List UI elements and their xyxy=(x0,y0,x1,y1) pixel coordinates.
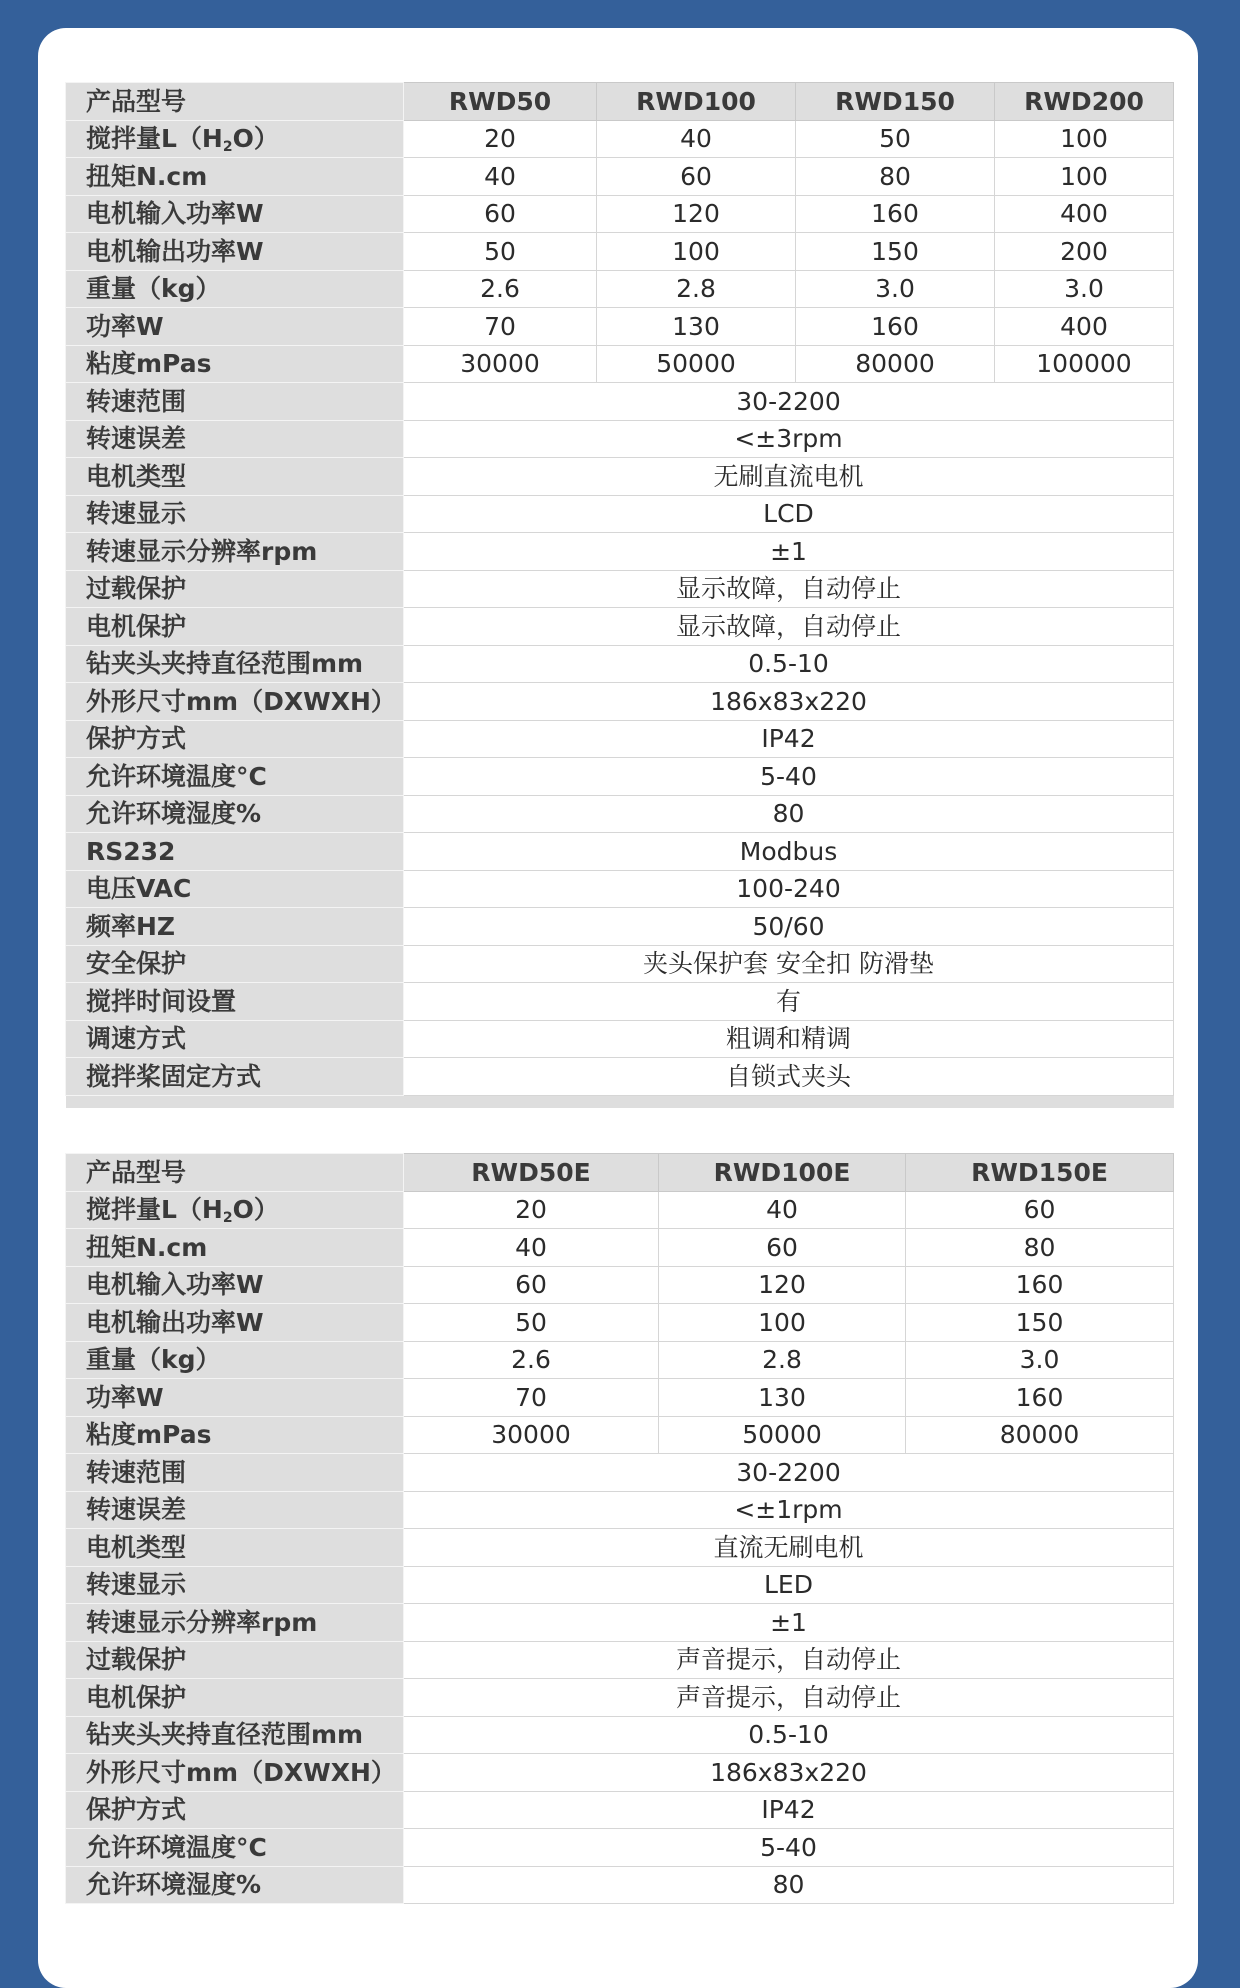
row-label: 电机类型 xyxy=(66,1529,404,1567)
table-row xyxy=(66,458,1174,496)
table-row xyxy=(66,308,1174,346)
row-label: 转速误差 xyxy=(66,1491,404,1529)
table-row xyxy=(66,1416,1174,1454)
cell-value-shared: ±1 xyxy=(404,533,1174,571)
table-row xyxy=(66,1379,1174,1417)
cell-value-shared: 显示故障，自动停止 xyxy=(404,608,1174,646)
cell-value-shared: 100-240 xyxy=(404,870,1174,908)
cell-value-shared: 30-2200 xyxy=(404,383,1174,421)
row-label-part: O） xyxy=(232,124,279,154)
cell-value: 400 xyxy=(995,308,1174,346)
cell-value: 60 xyxy=(906,1191,1174,1229)
row-label: 转速误差 xyxy=(66,420,404,458)
row-label: 功率W xyxy=(66,1379,404,1417)
table-row xyxy=(66,683,1174,721)
row-label: 过载保护 xyxy=(66,1641,404,1679)
cell-value-shared: 显示故障，自动停止 xyxy=(404,570,1174,608)
cell-value-shared: 80 xyxy=(404,795,1174,833)
row-label: 电机输入功率W xyxy=(66,195,404,233)
header-row xyxy=(66,1154,1174,1192)
table-row xyxy=(66,608,1174,646)
cell-value: 50 xyxy=(404,1304,659,1342)
cell-value: 50 xyxy=(404,233,597,271)
cell-value: 3.0 xyxy=(995,270,1174,308)
model-name: RWD50E xyxy=(404,1154,659,1192)
row-label: 转速显示分辨率rpm xyxy=(66,533,404,571)
table-row xyxy=(66,233,1174,271)
row-label: 转速显示 xyxy=(66,495,404,533)
model-name: RWD100 xyxy=(597,83,796,121)
cell-value: 40 xyxy=(404,158,597,196)
table-row xyxy=(66,1829,1174,1867)
row-label: 电机输出功率W xyxy=(66,233,404,271)
header-label: 产品型号 xyxy=(66,83,404,121)
cell-value: 2.8 xyxy=(659,1341,906,1379)
cell-value-shared: 直流无刷电机 xyxy=(404,1529,1174,1567)
header-label: 产品型号 xyxy=(66,1154,404,1192)
cell-value-shared: LED xyxy=(404,1566,1174,1604)
model-name: RWD100E xyxy=(659,1154,906,1192)
row-label: 扭矩N.cm xyxy=(66,1229,404,1267)
row-label-part: 搅拌量L（H xyxy=(86,124,223,154)
row-label: 安全保护 xyxy=(66,945,404,983)
table-row xyxy=(66,1266,1174,1304)
table-row xyxy=(66,533,1174,571)
cell-value-shared: 186x83x220 xyxy=(404,1754,1174,1792)
model-name: RWD150 xyxy=(796,83,995,121)
cell-value: 2.6 xyxy=(404,1341,659,1379)
table-row xyxy=(66,1866,1174,1904)
cell-value-shared: 50/60 xyxy=(404,908,1174,946)
cell-value: 80000 xyxy=(906,1416,1174,1454)
cell-value: 80 xyxy=(796,158,995,196)
cell-value: 50000 xyxy=(597,345,796,383)
cell-value: 80 xyxy=(906,1229,1174,1267)
spec-table-rwd-e xyxy=(65,1153,1174,1904)
cell-value: 160 xyxy=(906,1379,1174,1417)
row-label-part: 搅拌量L（H xyxy=(86,1195,223,1225)
row-label: 粘度mPas xyxy=(66,1416,404,1454)
cell-value: 40 xyxy=(659,1191,906,1229)
table-row xyxy=(66,195,1174,233)
cell-value: 50000 xyxy=(659,1416,906,1454)
cell-value-shared: 0.5-10 xyxy=(404,645,1174,683)
cell-value: 100 xyxy=(597,233,796,271)
row-label: 转速范围 xyxy=(66,1454,404,1492)
table-row xyxy=(66,420,1174,458)
row-label: 允许环境温度°C xyxy=(66,758,404,796)
table-row xyxy=(66,570,1174,608)
table-row xyxy=(66,945,1174,983)
cell-value-shared: 无刷直流电机 xyxy=(404,458,1174,496)
cell-value: 160 xyxy=(906,1266,1174,1304)
table-row xyxy=(66,1566,1174,1604)
row-label: 转速范围 xyxy=(66,383,404,421)
cell-value: 60 xyxy=(597,158,796,196)
row-label: 电机输入功率W xyxy=(66,1266,404,1304)
table-row xyxy=(66,795,1174,833)
row-label: 搅拌桨固定方式 xyxy=(66,1058,404,1096)
cell-value: 50 xyxy=(796,120,995,158)
cell-value-shared: 80 xyxy=(404,1866,1174,1904)
table-row xyxy=(66,120,1174,158)
table-row xyxy=(66,158,1174,196)
cell-value-shared: 5-40 xyxy=(404,758,1174,796)
cell-value: 80000 xyxy=(796,345,995,383)
cell-value-shared: Modbus xyxy=(404,833,1174,871)
cell-value-shared: 声音提示，自动停止 xyxy=(404,1679,1174,1717)
cell-value: 400 xyxy=(995,195,1174,233)
cell-value: 20 xyxy=(404,120,597,158)
cell-value-shared: 夹头保护套 安全扣 防滑垫 xyxy=(404,945,1174,983)
cell-value: 70 xyxy=(404,1379,659,1417)
table-row xyxy=(66,720,1174,758)
cell-value-shared: IP42 xyxy=(404,1791,1174,1829)
row-label: 电机输出功率W xyxy=(66,1304,404,1342)
cell-value: 100 xyxy=(659,1304,906,1342)
table-row xyxy=(66,1304,1174,1342)
cell-value: 200 xyxy=(995,233,1174,271)
table-row xyxy=(66,270,1174,308)
row-label: 外形尺寸mm（DXWXH） xyxy=(66,683,404,721)
table-row xyxy=(66,1754,1174,1792)
row-label: 重量（kg） xyxy=(66,1341,404,1379)
row-label: 功率W xyxy=(66,308,404,346)
cell-value: 2.6 xyxy=(404,270,597,308)
row-label: 保护方式 xyxy=(66,720,404,758)
row-label: RS232 xyxy=(66,833,404,871)
row-label xyxy=(66,1191,404,1229)
cell-value: 40 xyxy=(404,1229,659,1267)
cell-value: 60 xyxy=(659,1229,906,1267)
cell-value: 100 xyxy=(995,120,1174,158)
table-footer-strip xyxy=(66,1095,1174,1108)
row-label xyxy=(66,120,404,158)
table-tail xyxy=(66,1095,1174,1108)
cell-value: 100 xyxy=(995,158,1174,196)
row-label: 搅拌时间设置 xyxy=(66,983,404,1021)
cell-value: 60 xyxy=(404,195,597,233)
row-label: 电机保护 xyxy=(66,1679,404,1717)
table-row xyxy=(66,383,1174,421)
row-label: 允许环境湿度% xyxy=(66,795,404,833)
table-row xyxy=(66,983,1174,1021)
cell-value: 150 xyxy=(796,233,995,271)
table-row xyxy=(66,870,1174,908)
spec-table-rwd xyxy=(65,82,1174,1108)
cell-value-shared: 有 xyxy=(404,983,1174,1021)
cell-value: 3.0 xyxy=(906,1341,1174,1379)
row-label-part: 2 xyxy=(222,139,233,156)
cell-value: 60 xyxy=(404,1266,659,1304)
table-row xyxy=(66,1491,1174,1529)
cell-value-shared: <±3rpm xyxy=(404,420,1174,458)
table-row xyxy=(66,1229,1174,1267)
row-label: 调速方式 xyxy=(66,1020,404,1058)
cell-value-shared: <±1rpm xyxy=(404,1491,1174,1529)
row-label-part: 2 xyxy=(222,1210,233,1227)
cell-value: 20 xyxy=(404,1191,659,1229)
cell-value-shared: 0.5-10 xyxy=(404,1716,1174,1754)
cell-value: 30000 xyxy=(404,345,597,383)
row-label: 电机保护 xyxy=(66,608,404,646)
table-row xyxy=(66,1454,1174,1492)
model-name: RWD200 xyxy=(995,83,1174,121)
cell-value: 160 xyxy=(796,195,995,233)
cell-value: 40 xyxy=(597,120,796,158)
row-label: 转速显示分辨率rpm xyxy=(66,1604,404,1642)
table-row xyxy=(66,758,1174,796)
cell-value-shared: 30-2200 xyxy=(404,1454,1174,1492)
header-row xyxy=(66,83,1174,121)
cell-value-shared: LCD xyxy=(404,495,1174,533)
cell-value: 30000 xyxy=(404,1416,659,1454)
table-row xyxy=(66,1341,1174,1379)
row-label: 频率HZ xyxy=(66,908,404,946)
row-label: 允许环境湿度% xyxy=(66,1866,404,1904)
cell-value-shared: 自锁式夹头 xyxy=(404,1058,1174,1096)
cell-value-shared: 粗调和精调 xyxy=(404,1020,1174,1058)
cell-value: 150 xyxy=(906,1304,1174,1342)
table-row xyxy=(66,1020,1174,1058)
cell-value-shared: 186x83x220 xyxy=(404,683,1174,721)
table-row xyxy=(66,1191,1174,1229)
row-label: 电机类型 xyxy=(66,458,404,496)
row-label-part: O） xyxy=(232,1195,279,1225)
row-label: 保护方式 xyxy=(66,1791,404,1829)
model-name: RWD150E xyxy=(906,1154,1174,1192)
row-label: 外形尺寸mm（DXWXH） xyxy=(66,1754,404,1792)
cell-value: 100000 xyxy=(995,345,1174,383)
cell-value: 160 xyxy=(796,308,995,346)
row-label: 转速显示 xyxy=(66,1566,404,1604)
cell-value: 70 xyxy=(404,308,597,346)
table-row xyxy=(66,1529,1174,1567)
table-row xyxy=(66,645,1174,683)
table-row xyxy=(66,833,1174,871)
cell-value: 130 xyxy=(597,308,796,346)
table-row xyxy=(66,1716,1174,1754)
table-row xyxy=(66,1604,1174,1642)
row-label: 钻夹头夹持直径范围mm xyxy=(66,645,404,683)
row-label: 粘度mPas xyxy=(66,345,404,383)
cell-value: 2.8 xyxy=(597,270,796,308)
row-label: 过载保护 xyxy=(66,570,404,608)
cell-value-shared: 声音提示，自动停止 xyxy=(404,1641,1174,1679)
row-label: 电压VAC xyxy=(66,870,404,908)
row-label: 重量（kg） xyxy=(66,270,404,308)
table-row xyxy=(66,495,1174,533)
table-row xyxy=(66,1679,1174,1717)
cell-value: 120 xyxy=(597,195,796,233)
cell-value: 130 xyxy=(659,1379,906,1417)
row-label: 扭矩N.cm xyxy=(66,158,404,196)
cell-value: 120 xyxy=(659,1266,906,1304)
row-label: 允许环境温度°C xyxy=(66,1829,404,1867)
table-row xyxy=(66,1058,1174,1096)
table-row xyxy=(66,1791,1174,1829)
table-row xyxy=(66,345,1174,383)
cell-value-shared: IP42 xyxy=(404,720,1174,758)
table-row xyxy=(66,1641,1174,1679)
row-label: 钻夹头夹持直径范围mm xyxy=(66,1716,404,1754)
table-row xyxy=(66,908,1174,946)
cell-value-shared: 5-40 xyxy=(404,1829,1174,1867)
model-name: RWD50 xyxy=(404,83,597,121)
cell-value: 3.0 xyxy=(796,270,995,308)
cell-value-shared: ±1 xyxy=(404,1604,1174,1642)
